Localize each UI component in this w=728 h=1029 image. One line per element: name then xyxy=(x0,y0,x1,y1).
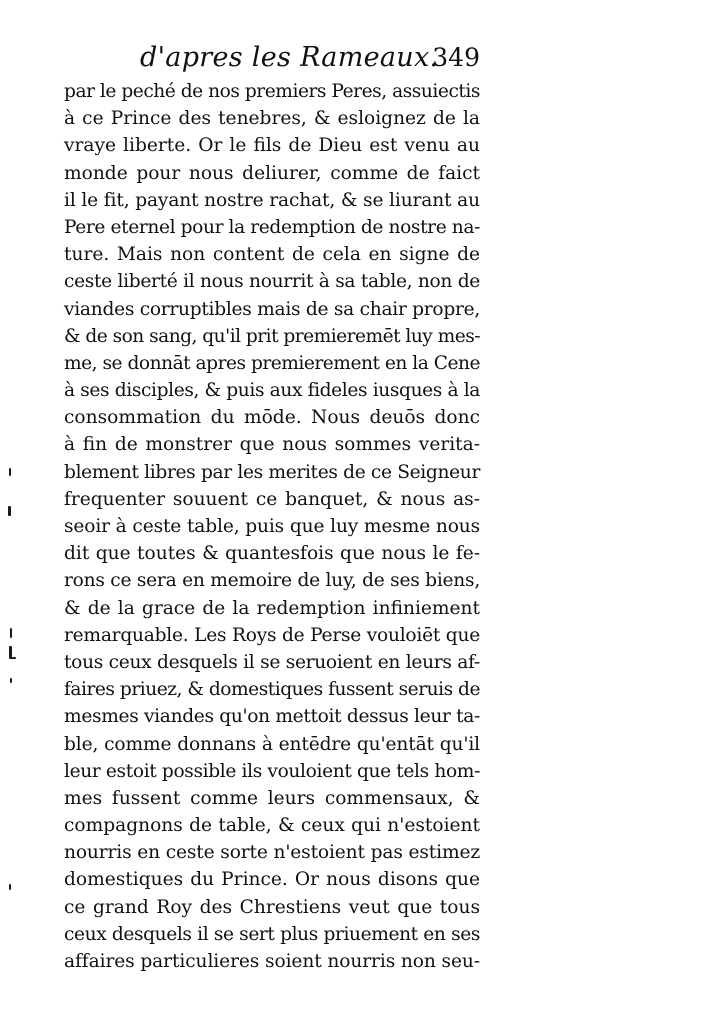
text-line: rons ce sera en memoire de luy, de ses biens, xyxy=(64,570,480,592)
text-line: il le fit, payant nostre rachat, & se liurant au xyxy=(64,189,480,211)
page-number: 349 xyxy=(432,43,480,72)
text-line: affaires particulieres soient nourris non seu- xyxy=(64,951,480,972)
text-line: leur estoit possible ils vouloient que tels hom- xyxy=(64,760,480,782)
running-title: d'apres les Rameaux. xyxy=(140,42,439,73)
text-line: tous ceux desquels il se seruoient en leurs af- xyxy=(64,651,480,673)
text-line: & de la grace de la redemption infiniement xyxy=(64,597,480,619)
text-line: Pere eternel pour la redemption de nostre na- xyxy=(64,216,480,238)
margin-speck xyxy=(10,628,12,638)
text-line: dit que toutes & quantesfois que nous le fe- xyxy=(64,543,480,565)
text-line: viandes corruptibles mais de sa chair propre, xyxy=(64,298,480,320)
text-line: ceste liberté il nous nourrit à sa table, non de xyxy=(64,271,480,293)
text-line: à ce Prince des tenebres, & esloignez de la xyxy=(64,108,480,130)
margin-speck xyxy=(8,506,11,516)
text-line: consommation du mōde. Nous deuōs donc xyxy=(64,407,480,429)
margin-speck xyxy=(10,678,12,683)
margin-speck xyxy=(9,468,11,476)
text-line: monde pour nous deliurer, comme de faict xyxy=(64,162,480,184)
running-head xyxy=(140,40,480,76)
text-line: à fin de monstrer que nous sommes verita- xyxy=(64,434,480,456)
text-line: ce grand Roy des Chrestiens veut que tous xyxy=(64,896,480,918)
text-line: me, se donnāt apres premierement en la Cene xyxy=(64,352,480,374)
text-line: mesmes viandes qu'on mettoit dessus leur ta- xyxy=(64,706,480,728)
text-line: domestiques du Prince. Or nous disons que xyxy=(64,869,480,891)
text-line: à ses disciples, & puis aux fideles iusques à la xyxy=(64,380,480,402)
margin-speck xyxy=(9,657,16,659)
text-line: vraye liberte. Or le fils de Dieu est venu au xyxy=(64,135,480,157)
text-line: par le peché de nos premiers Peres, assuiectis xyxy=(64,81,480,102)
text-line: compagnons de table, & ceux qui n'estoient xyxy=(64,815,480,837)
text-line: frequenter souuent ce banquet, & nous as- xyxy=(64,488,480,510)
text-line: remarquable. Les Roys de Perse vouloiēt que xyxy=(64,624,480,646)
text-line: blement libres par les merites de ce Seigneur xyxy=(64,461,480,483)
text-line: nourris en ceste sorte n'estoient pas estimez xyxy=(64,842,480,864)
margin-speck xyxy=(9,884,11,890)
text-line: mes fussent comme leurs commensaux, & xyxy=(64,787,480,809)
text-line: ture. Mais non content de cela en signe de xyxy=(64,244,480,266)
text-line: faires priuez, & domestiques fussent seruis de xyxy=(64,679,480,701)
text-line: ceux desquels il se sert plus priuement en ses xyxy=(64,923,480,945)
text-line: seoir à ceste table, puis que luy mesme nous xyxy=(64,516,480,537)
text-line: & de son sang, qu'il prit premieremēt luy mes- xyxy=(64,325,480,347)
text-line: ble, comme donnans à entēdre qu'entāt qu'il xyxy=(64,733,480,755)
body-text xyxy=(64,78,480,975)
